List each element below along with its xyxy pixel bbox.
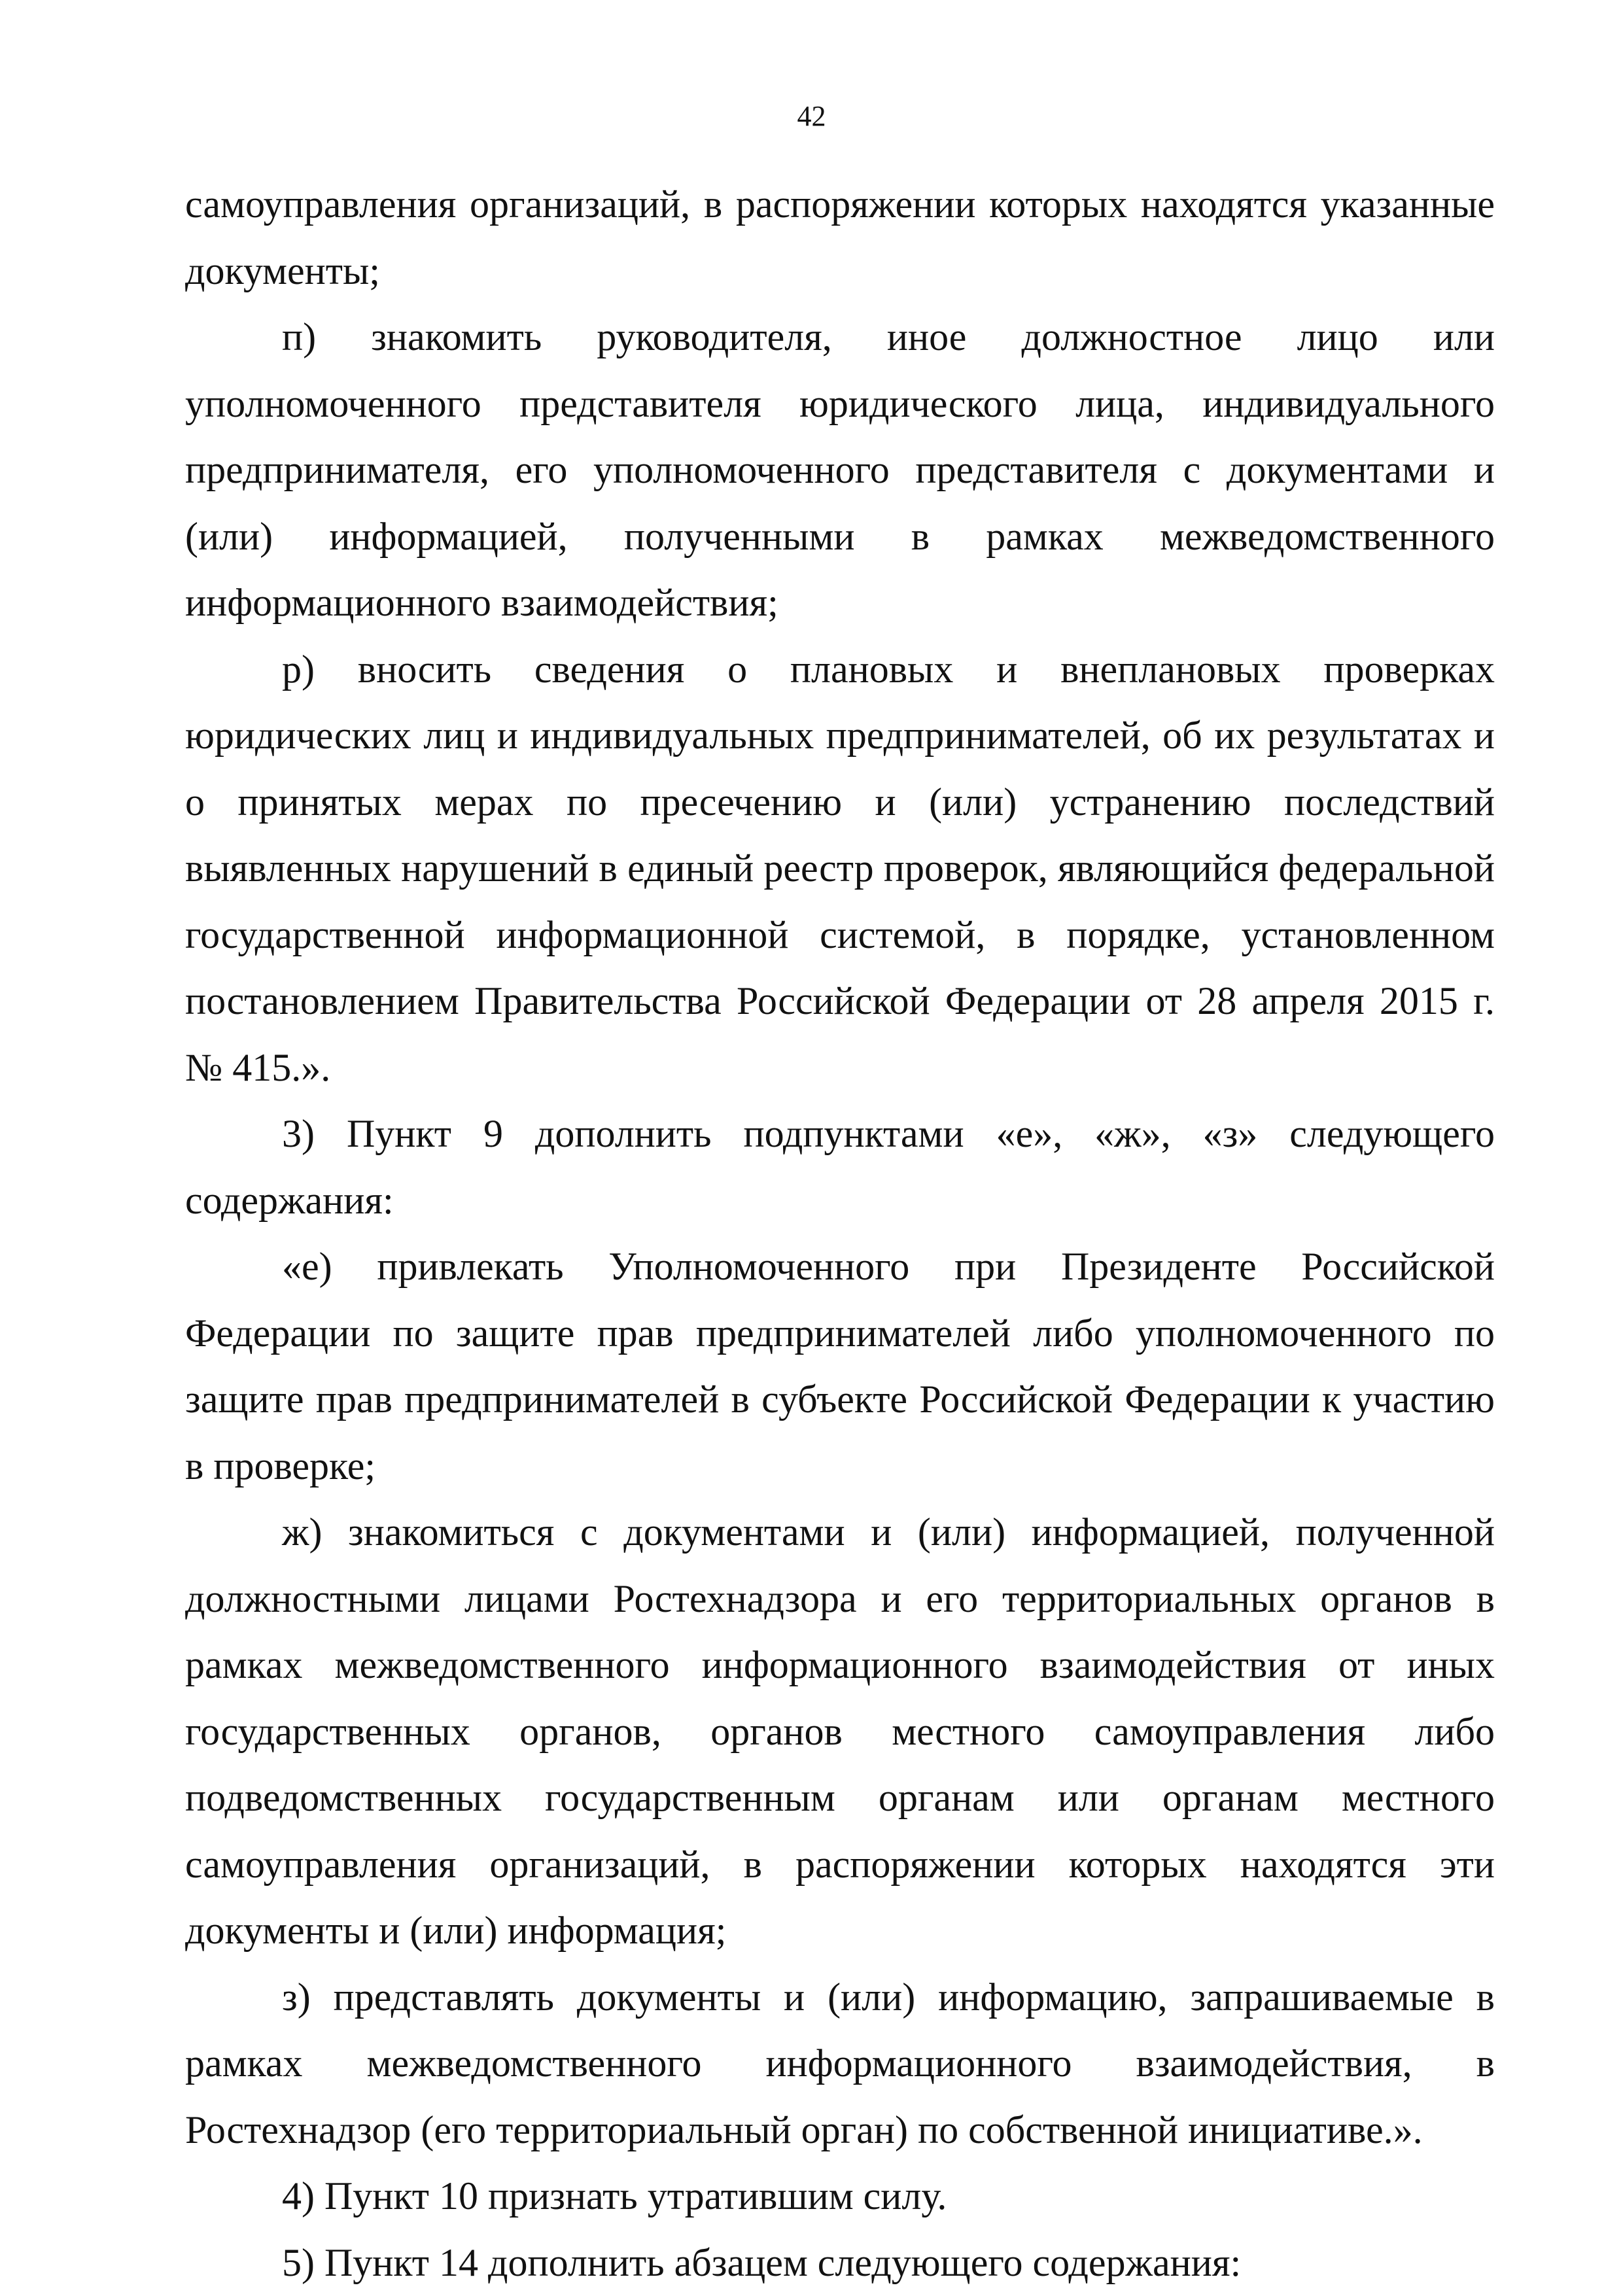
- paragraph-subitem-r: р) вносить сведения о плановых и внеплановых проверках юридических лиц и индивидуальных предпринимателей, об их результатах и о принятых мерах по пресечению и (или) устранению последствий выявленных нарушений в единый реестр проверок, являющийся федеральной государственной информационной системой, в порядке, установленном постановлением Правительства Российской Федерации от 28 апреля 2015 г. № 415.».: [185, 636, 1495, 1102]
- paragraph-subitem-zh: ж) знакомиться с документами и (или) информацией, полученной должностными лицами Ростехнадзора и его территориальных органов в рамках межведомственного информационного взаимодействия от иных государственных органов, органов местного самоуправления либо подведомственных государственным органам или органам местного самоуправления организаций, в распоряжении которых находятся эти документы и (или) информация;: [185, 1499, 1495, 1964]
- paragraph-point-3: 3) Пункт 9 дополнить подпунктами «е», «ж», «з» следующего содержания:: [185, 1101, 1495, 1234]
- paragraph-point-5: 5) Пункт 14 дополнить абзацем следующего содержания:: [185, 2230, 1495, 2296]
- paragraph-point-4: 4) Пункт 10 признать утратившим силу.: [185, 2163, 1495, 2230]
- paragraph-subitem-e: «е) привлекать Уполномоченного при Президенте Российской Федерации по защите прав предпринимателей либо уполномоченного по защите прав предпринимателей в субъекте Российской Федерации к участию в проверке;: [185, 1234, 1495, 1499]
- page-number: 42: [0, 98, 1623, 135]
- document-body: [185, 171, 1495, 2296]
- paragraph-continuation: самоуправления организаций, в распоряжении которых находятся указанные документы;: [185, 171, 1495, 304]
- paragraph-subitem-p: п) знакомить руководителя, иное должностное лицо или уполномоченного представителя юридического лица, индивидуального предпринимателя, его уполномоченного представителя с документами и (или) информацией, полученными в рамках межведомственного информационного взаимодействия;: [185, 304, 1495, 636]
- paragraph-subitem-z: з) представлять документы и (или) информацию, запрашиваемые в рамках межведомственного информационного взаимодействия, в Ростехнадзор (его территориальный орган) по собственной инициативе.».: [185, 1964, 1495, 2164]
